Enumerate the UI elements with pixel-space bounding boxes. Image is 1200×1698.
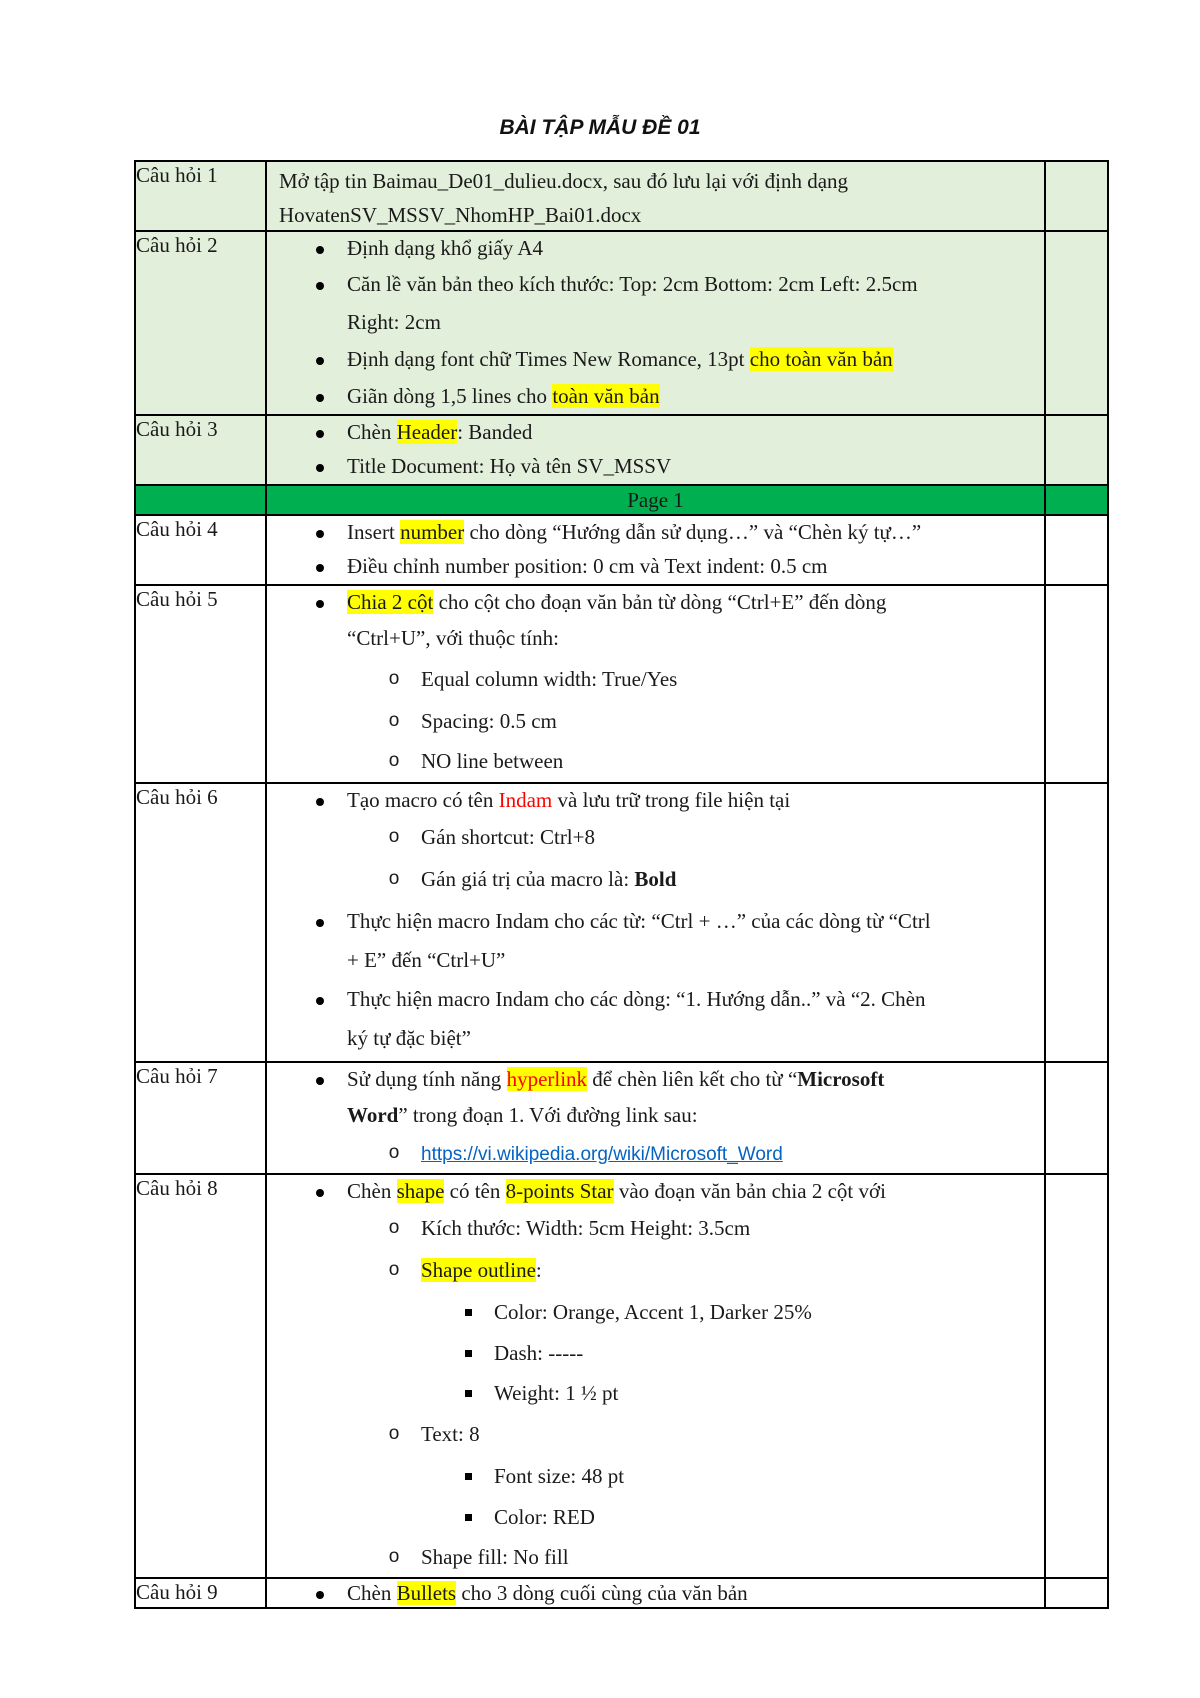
highlighted-text: Header xyxy=(396,420,458,444)
sub-bullet-marker: o xyxy=(388,1259,400,1280)
square-bullet-marker xyxy=(458,1373,478,1413)
bullet-text: Tạo macro có tên xyxy=(347,788,499,812)
bullet-text: Căn lề văn bản theo kích thước: Top: 2cm Bottom: 2cm Left: 2.5cm xyxy=(347,272,918,296)
question-label: Câu hỏi 9 xyxy=(135,1578,266,1608)
sub-bullet-marker: o xyxy=(388,750,400,771)
bullet-text: cho dòng “Hướng dẫn sử dụng…” và “Chèn ký tự…” xyxy=(464,520,922,544)
question-content xyxy=(266,231,1045,415)
question-label: Câu hỏi 2 xyxy=(135,231,266,415)
bullet-text: Chèn xyxy=(347,420,397,444)
sub-bullet-marker: o xyxy=(388,1142,400,1163)
bullet-marker xyxy=(310,232,330,264)
question-row-5 xyxy=(135,585,1108,783)
question-label: Câu hỏi 4 xyxy=(135,515,266,585)
bold-text: Bold xyxy=(634,867,677,891)
sub-bullet-marker: o xyxy=(388,1217,400,1238)
sub-bullet-marker: o xyxy=(388,710,400,731)
bullet-marker xyxy=(310,1175,330,1207)
question-content xyxy=(266,783,1045,1062)
score-cell[interactable] xyxy=(1045,415,1108,485)
bullet-text-cont: “Ctrl+U”, với thuộc tính: xyxy=(347,626,559,650)
question-label: Câu hỏi 1 xyxy=(135,161,266,231)
sub-bullet-text: Equal column width: True/Yes xyxy=(421,667,678,691)
square-bullet-marker xyxy=(458,1333,478,1373)
sub-bullet-text: Gán giá trị của macro là: xyxy=(421,867,635,891)
sub-bullet-marker: o xyxy=(388,1546,400,1567)
score-cell[interactable] xyxy=(1045,1578,1108,1608)
score-cell[interactable] xyxy=(1045,783,1108,1062)
question-label: Câu hỏi 8 xyxy=(135,1174,266,1578)
sub-bullet-text: Spacing: 0.5 cm xyxy=(421,709,557,733)
bullet-marker xyxy=(310,586,330,618)
bullet-marker xyxy=(310,784,330,816)
score-cell[interactable] xyxy=(1045,515,1108,585)
sub-sub-bullet-text: Color: RED xyxy=(494,1505,595,1529)
bullet-text: Chèn xyxy=(347,1179,397,1203)
highlighted-text: 8-points Star xyxy=(505,1179,614,1203)
bullet-text: Định dạng font chữ Times New Romance, 13pt xyxy=(347,347,750,371)
question-label: Câu hỏi 7 xyxy=(135,1062,266,1174)
sub-bullet-text: : xyxy=(535,1258,542,1282)
question-content xyxy=(266,1062,1045,1174)
score-cell[interactable] xyxy=(1045,1174,1108,1578)
bullet-marker xyxy=(310,264,330,304)
bullet-marker xyxy=(310,448,330,484)
bullet-text: Title Document: Họ và tên SV_MSSV xyxy=(347,454,672,478)
question-row-8 xyxy=(135,1174,1108,1578)
question-content xyxy=(266,415,1045,485)
bullet-text: Chèn xyxy=(347,1581,397,1605)
sub-bullet-text: Gán shortcut: Ctrl+8 xyxy=(421,825,595,849)
bullet-text: Sử dụng tính năng xyxy=(347,1067,507,1091)
bullet-text: Giãn dòng 1,5 lines cho xyxy=(347,384,553,408)
sub-bullet-marker: o xyxy=(388,826,400,847)
sub-bullet-marker: o xyxy=(388,868,400,889)
question-row-2 xyxy=(135,231,1108,415)
square-bullet-marker xyxy=(458,1455,478,1497)
score-cell[interactable] xyxy=(1045,585,1108,783)
page-row-side xyxy=(1045,485,1108,515)
square-bullet-marker xyxy=(458,1497,478,1537)
sub-bullet-text: NO line between xyxy=(421,749,564,773)
question-row-7 xyxy=(135,1062,1108,1174)
question-content xyxy=(266,515,1045,585)
bullet-text: cho cột cho đoạn văn bản từ dòng “Ctrl+E” đến dòng xyxy=(433,590,887,614)
bullet-marker xyxy=(310,548,330,584)
question-content xyxy=(266,585,1045,783)
bullet-marker xyxy=(310,1063,330,1095)
question-label: Câu hỏi 3 xyxy=(135,415,266,485)
bullet-text: Thực hiện macro Indam cho các từ: “Ctrl + …” của các dòng từ “Ctrl xyxy=(347,909,931,933)
bullet-marker xyxy=(310,416,330,448)
highlighted-text: number xyxy=(400,520,465,544)
document-title: BÀI TẬP MẪU ĐỀ 01 xyxy=(499,116,701,139)
question-content xyxy=(266,1578,1045,1608)
question-label: Câu hỏi 6 xyxy=(135,783,266,1062)
bullet-text: Thực hiện macro Indam cho các dòng: “1. Hướng dẫn..” và “2. Chèn xyxy=(347,987,926,1011)
bullet-marker xyxy=(310,340,330,378)
bullet-marker xyxy=(310,378,330,414)
sub-bullet-text: Text: 8 xyxy=(421,1422,480,1446)
content-line: Mở tập tin Baimau_De01_dulieu.docx, sau đó lưu lại với định dạng xyxy=(279,169,849,193)
bullet-marker xyxy=(310,1579,330,1607)
bullet-text: để chèn liên kết cho từ “ xyxy=(587,1067,798,1091)
score-cell[interactable] xyxy=(1045,1062,1108,1174)
bullet-text: : Banded xyxy=(457,420,533,444)
question-row-9 xyxy=(135,1578,1108,1608)
page-row-side xyxy=(135,485,266,515)
square-bullet-marker xyxy=(458,1291,478,1333)
highlighted-text: cho toàn văn bản xyxy=(749,347,893,371)
bold-text: Word xyxy=(347,1103,399,1127)
page-break-row xyxy=(135,485,1108,515)
highlighted-text: Bullets xyxy=(396,1581,457,1605)
sub-sub-bullet-text: Weight: 1 ½ pt xyxy=(494,1381,619,1405)
bold-text: Microsoft xyxy=(797,1067,885,1091)
bullet-text-cont: Right: 2cm xyxy=(347,310,441,334)
page-label: Page 1 xyxy=(266,485,1045,515)
highlighted-text: Shape outline xyxy=(421,1258,536,1282)
bullet-marker xyxy=(310,978,330,1020)
sub-sub-bullet-text: Dash: ----- xyxy=(494,1341,584,1365)
highlighted-text: hyperlink xyxy=(506,1067,588,1091)
bullet-text: cho 3 dòng cuối cùng của văn bản xyxy=(456,1581,748,1605)
sub-sub-bullet-text: Font size: 48 pt xyxy=(494,1464,625,1488)
bullet-text-cont: ” trong đoạn 1. Với đường link sau: xyxy=(398,1103,698,1127)
sub-sub-bullet-text: Color: Orange, Accent 1, Darker 25% xyxy=(494,1300,812,1324)
question-row-3 xyxy=(135,415,1108,485)
bullet-marker xyxy=(310,900,330,942)
question-table xyxy=(134,160,1109,1609)
bullet-text: Insert xyxy=(347,520,401,544)
score-cell[interactable] xyxy=(1045,161,1108,231)
bullet-text: có tên xyxy=(444,1179,506,1203)
bullet-text: vào đoạn văn bản chia 2 cột với xyxy=(613,1179,886,1203)
sub-bullet-text: Shape fill: No fill xyxy=(421,1545,569,1569)
red-text: Indam xyxy=(498,788,553,812)
bullet-text: và lưu trữ trong file hiện tại xyxy=(552,788,791,812)
sub-bullet-text: Kích thước: Width: 5cm Height: 3.5cm xyxy=(421,1216,751,1240)
content-line: HovatenSV_MSSV_NhomHP_Bai01.docx xyxy=(279,203,642,227)
bullet-text-cont: ký tự đặc biệt” xyxy=(347,1026,471,1050)
sub-bullet-marker: o xyxy=(388,668,400,689)
sub-bullet-marker: o xyxy=(388,1423,400,1444)
question-row-6 xyxy=(135,783,1108,1062)
question-label: Câu hỏi 5 xyxy=(135,585,266,783)
highlighted-text: toàn văn bản xyxy=(552,384,660,408)
bullet-marker xyxy=(310,516,330,548)
question-content xyxy=(266,1174,1045,1578)
score-cell[interactable] xyxy=(1045,231,1108,415)
wikipedia-link[interactable]: https://vi.wikipedia.org/wiki/Microsoft_Word xyxy=(421,1144,783,1165)
highlighted-text: shape xyxy=(396,1179,445,1203)
bullet-text-cont: + E” đến “Ctrl+U” xyxy=(347,948,506,972)
bullet-text: Định dạng khổ giấy A4 xyxy=(347,236,543,260)
question-row-4 xyxy=(135,515,1108,585)
highlighted-text: Chia 2 cột xyxy=(347,590,434,614)
question-row-1 xyxy=(135,161,1108,231)
question-content xyxy=(266,161,1045,231)
bullet-text: Điều chỉnh number position: 0 cm và Text indent: 0.5 cm xyxy=(347,554,828,578)
